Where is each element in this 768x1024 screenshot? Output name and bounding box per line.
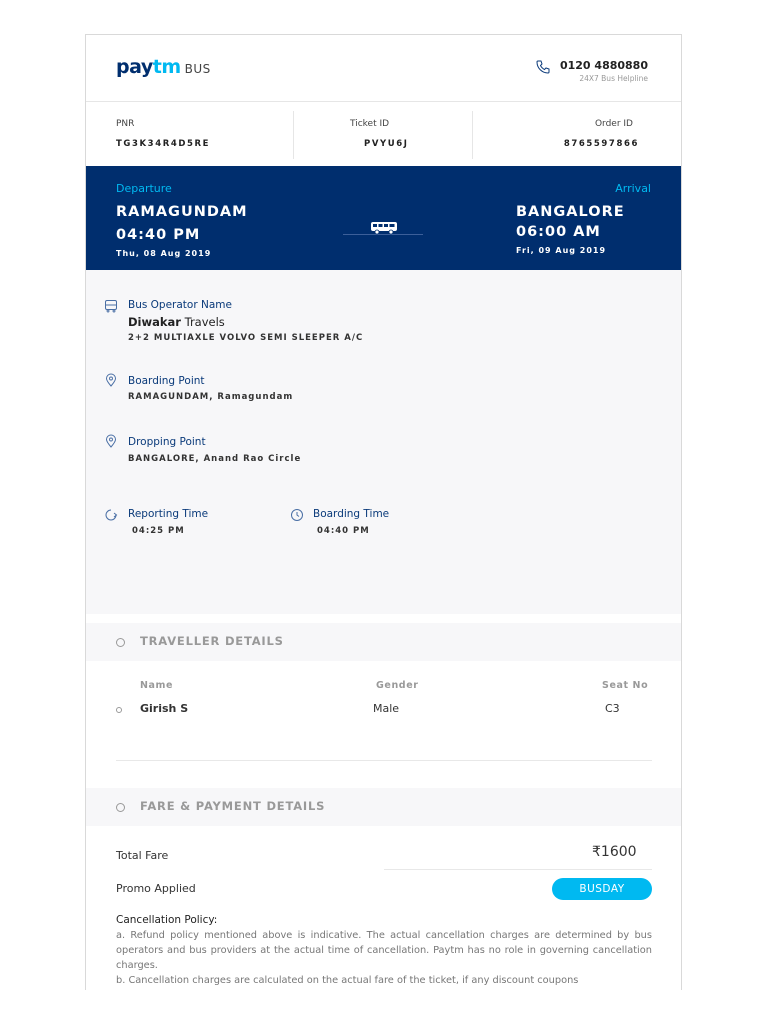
- total-fare-label: Total Fare: [116, 849, 169, 862]
- departure-city: RAMAGUNDAM: [116, 204, 248, 220]
- arrival-label: Arrival: [615, 182, 651, 195]
- bus-operator-icon: [104, 299, 118, 313]
- pnr-value: TG3K34R4D5RE: [116, 139, 211, 149]
- col-gender-header: Gender: [376, 680, 419, 691]
- ticket-id-label: Ticket ID: [350, 119, 390, 129]
- booking-ids: [86, 103, 681, 166]
- reporting-time-value: 04:25 PM: [132, 526, 185, 536]
- traveller-gender: Male: [373, 702, 400, 715]
- logo-pay: pay: [116, 56, 153, 78]
- divider: [384, 869, 652, 870]
- departure-label: Departure: [116, 182, 172, 195]
- ticket-header: [86, 35, 681, 102]
- bus-type: 2+2 MULTIAXLE VOLVO SEMI SLEEPER A/C: [128, 333, 364, 343]
- order-id-value: 8765597866: [563, 139, 639, 149]
- phone-icon: [535, 59, 551, 75]
- fare-section-title: FARE & PAYMENT DETAILS: [140, 799, 326, 813]
- operator-name-bold: Diwakar: [128, 315, 181, 329]
- operator-name: [128, 315, 225, 329]
- helpline-label: 24X7 Bus Helpline: [579, 74, 648, 83]
- arrival-city: BANGALORE: [516, 204, 625, 220]
- logo-bus-label: BUS: [184, 62, 211, 76]
- reporting-time-label: Reporting Time: [128, 508, 209, 520]
- helpline: [560, 59, 648, 83]
- paytm-logo: [116, 56, 211, 78]
- order-id-block: [473, 103, 653, 161]
- row-bullet-icon: [116, 707, 122, 713]
- boarding-time-label: Boarding Time: [313, 508, 390, 520]
- policy-line-b: b. Cancellation charges are calculated on the actual fare of the ticket, if any discount coupons: [116, 975, 579, 986]
- section-bullet-icon: [116, 803, 125, 812]
- pnr-block: [116, 103, 286, 161]
- arrival-date: Fri, 09 Aug 2019: [516, 246, 607, 255]
- pnr-label: PNR: [116, 119, 135, 129]
- journey-band: [86, 166, 681, 270]
- journey-details: [86, 270, 681, 614]
- total-fare-value: ₹1600: [592, 844, 637, 860]
- cancellation-policy: [116, 913, 652, 988]
- operator-label: Bus Operator Name: [128, 299, 232, 311]
- divider: [116, 760, 652, 761]
- fare-section-header: [86, 788, 681, 826]
- ticket-id-value: PVYU6J: [364, 139, 409, 149]
- policy-line-a: a. Refund policy mentioned above is indicative. The actual cancellation charges are determined by bus operators and bus providers at the actual time of cancellation. Paytm has no role in governing cancellation charges.: [116, 930, 652, 971]
- dropping-point-value: BANGALORE, Anand Rao Circle: [128, 454, 302, 464]
- logo-tm: tm: [152, 56, 181, 78]
- traveller-section-title: TRAVELLER DETAILS: [140, 634, 284, 648]
- departure-time: 04:40 PM: [116, 227, 201, 243]
- dropping-point-label: Dropping Point: [128, 436, 206, 448]
- traveller-section-header: [86, 623, 681, 661]
- traveller-name: Girish S: [140, 702, 189, 715]
- order-id-label: Order ID: [594, 119, 633, 129]
- boarding-point-value: RAMAGUNDAM, Ramagundam: [128, 392, 294, 402]
- section-bullet-icon: [116, 638, 125, 647]
- promo-code-badge: BUSDAY: [552, 878, 652, 900]
- boarding-point-label: Boarding Point: [128, 375, 205, 387]
- boarding-time-value: 04:40 PM: [317, 526, 370, 536]
- policy-title: Cancellation Policy:: [116, 914, 218, 926]
- col-name-header: Name: [140, 680, 174, 691]
- departure-date: Thu, 08 Aug 2019: [116, 249, 212, 258]
- ticket-id-block: [294, 103, 472, 161]
- location-pin-icon: [104, 373, 118, 387]
- arrival-time: 06:00 AM: [516, 224, 601, 240]
- location-pin-icon: [104, 434, 118, 448]
- promo-label: Promo Applied: [116, 882, 196, 895]
- operator-name-rest: Travels: [180, 315, 225, 329]
- helpline-number[interactable]: 0120 4880880: [559, 59, 648, 72]
- traveller-seat: C3: [605, 702, 620, 715]
- col-seat-header: Seat No: [602, 680, 649, 691]
- reporting-time-icon: [104, 508, 118, 522]
- bus-icon: [370, 221, 398, 235]
- clock-icon: [290, 508, 304, 522]
- ticket: [85, 34, 682, 990]
